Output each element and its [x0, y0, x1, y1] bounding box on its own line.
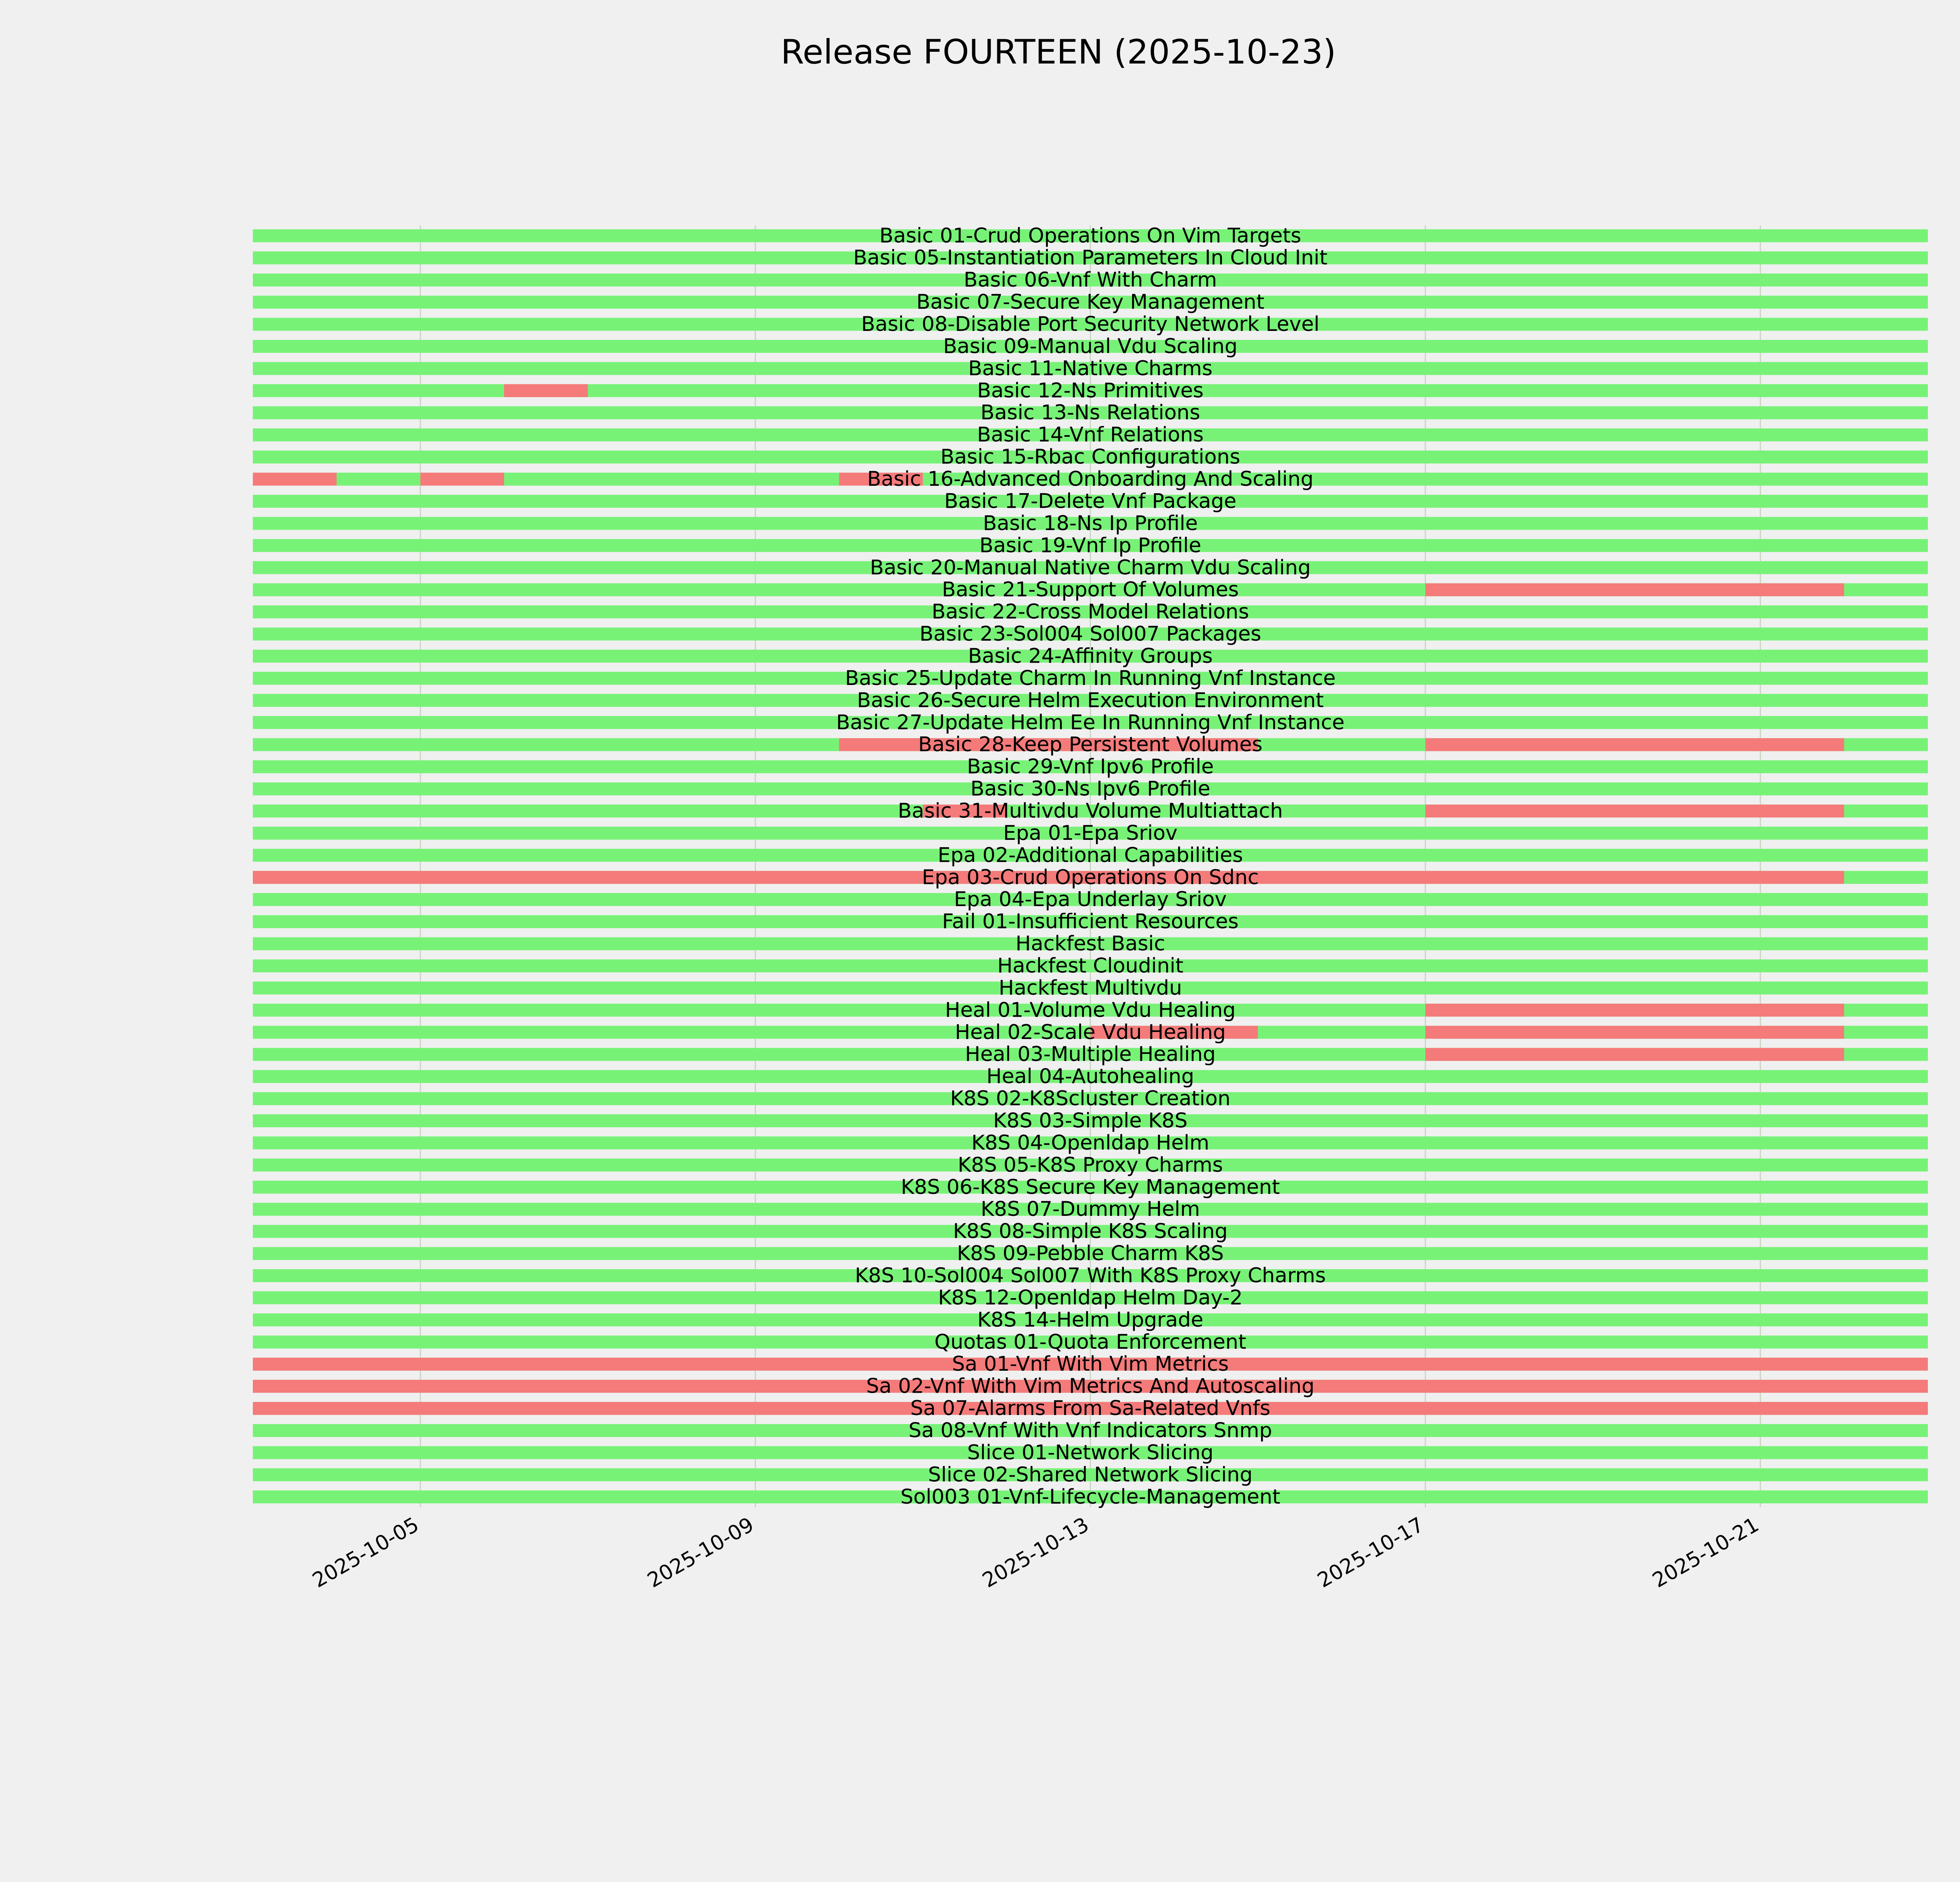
row-label: Basic 11-Native Charms	[968, 356, 1213, 380]
fail-bar	[1425, 1048, 1844, 1061]
row-label: Sa 02-Vnf With Vim Metrics And Autoscaling	[866, 1374, 1315, 1398]
row-label: Heal 02-Scale Vdu Healing	[955, 1020, 1226, 1044]
row-label: K8S 04-Openldap Helm	[971, 1131, 1210, 1155]
row-label: Basic 07-Secure Key Management	[916, 290, 1265, 314]
row-label: Basic 25-Update Charm In Running Vnf Instance	[845, 666, 1336, 690]
row-label: Basic 15-Rbac Configurations	[940, 445, 1240, 469]
row-label: Basic 29-Vnf Ipv6 Profile	[967, 755, 1214, 779]
row-label: K8S 02-K8Scluster Creation	[950, 1087, 1231, 1111]
row-label: Basic 14-Vnf Relations	[977, 423, 1204, 447]
row-label: Quotas 01-Quota Enforcement	[934, 1330, 1247, 1354]
row-label: Basic 31-Multivdu Volume Multiattach	[898, 799, 1283, 823]
row-label: Fail 01-Insufficient Resources	[942, 910, 1239, 934]
row-label: Basic 22-Cross Model Relations	[931, 600, 1249, 624]
row-label: Basic 12-Ns Primitives	[977, 379, 1204, 403]
row-label: K8S 03-Simple K8S	[993, 1109, 1188, 1133]
row-label: Basic 27-Update Helm Ee In Running Vnf Instance	[836, 710, 1345, 734]
row-label: K8S 07-Dummy Helm	[980, 1197, 1200, 1221]
row-label: Basic 23-Sol004 Sol007 Packages	[919, 622, 1261, 646]
row-label: Basic 13-Ns Relations	[980, 401, 1200, 425]
row-label: Basic 09-Manual Vdu Scaling	[943, 334, 1238, 358]
row-label: Basic 06-Vnf With Charm	[964, 268, 1217, 292]
row-label: Sa 08-Vnf With Vnf Indicators Snmp	[908, 1419, 1272, 1442]
fail-bar	[504, 384, 588, 397]
row-label: Epa 02-Additional Capabilities	[938, 843, 1243, 867]
fail-bar	[1425, 583, 1844, 596]
row-label: Hackfest Basic	[1015, 932, 1165, 956]
row-label: Basic 16-Advanced Onboarding And Scaling	[867, 467, 1314, 491]
fail-bar	[1425, 1026, 1844, 1039]
row-label: Hackfest Cloudinit	[997, 954, 1183, 978]
fail-bar	[1425, 805, 1844, 817]
row-label: Epa 03-Crud Operations On Sdnc	[922, 865, 1259, 889]
row-label: Basic 30-Ns Ipv6 Profile	[970, 777, 1210, 801]
x-tick-label: 2025-10-17	[1313, 1513, 1428, 1593]
row-label: Heal 04-Autohealing	[986, 1065, 1194, 1088]
row-label: K8S 14-Helm Upgrade	[977, 1308, 1203, 1332]
row-label: K8S 10-Sol004 Sol007 With K8S Proxy Charms	[855, 1264, 1326, 1288]
row-label: K8S 12-Openldap Helm Day-2	[938, 1286, 1243, 1310]
row-label: Heal 01-Volume Vdu Healing	[945, 998, 1236, 1022]
row-label: Slice 02-Shared Network Slicing	[928, 1463, 1253, 1487]
row-label: Hackfest Multivdu	[998, 976, 1182, 1000]
row-label: K8S 06-K8S Secure Key Management	[900, 1175, 1280, 1199]
row-label: Slice 01-Network Slicing	[967, 1441, 1214, 1464]
x-tick-label: 2025-10-21	[1648, 1513, 1763, 1593]
row-label: Basic 05-Instantiation Parameters In Cloud Init	[853, 246, 1328, 270]
row-label: Epa 01-Epa Sriov	[1003, 821, 1178, 845]
row-label: Basic 28-Keep Persistent Volumes	[918, 733, 1263, 757]
row-label: Basic 01-Crud Operations On Vim Targets	[879, 224, 1301, 248]
row-label: Basic 17-Delete Vnf Package	[944, 489, 1237, 513]
row-label: Basic 08-Disable Port Security Network Level	[861, 312, 1320, 336]
row-label: Basic 18-Ns Ip Profile	[983, 511, 1198, 535]
row-label: K8S 08-Simple K8S Scaling	[953, 1219, 1228, 1243]
row-label: Basic 21-Support Of Volumes	[942, 578, 1239, 602]
row-label: Basic 26-Secure Helm Execution Environment	[857, 688, 1324, 712]
x-tick-label: 2025-10-05	[309, 1513, 423, 1593]
x-tick-label: 2025-10-13	[978, 1513, 1093, 1593]
row-label: Sa 07-Alarms From Sa-Related Vnfs	[910, 1397, 1270, 1421]
row-label: Basic 19-Vnf Ip Profile	[979, 534, 1201, 558]
row-label: Heal 03-Multiple Healing	[965, 1043, 1216, 1066]
x-tick-label: 2025-10-09	[643, 1513, 758, 1593]
fail-bar	[1425, 1004, 1844, 1017]
fail-bar	[1425, 738, 1844, 751]
row-label: Epa 04-Epa Underlay Sriov	[954, 888, 1227, 912]
fail-bar	[253, 473, 337, 486]
row-label: Sol003 01-Vnf-Lifecycle-Management	[900, 1485, 1281, 1509]
row-label: Sa 01-Vnf With Vim Metrics	[952, 1352, 1229, 1376]
fail-bar	[420, 473, 504, 486]
row-label: K8S 09-Pebble Charm K8S	[956, 1242, 1224, 1266]
row-label: Basic 20-Manual Native Charm Vdu Scaling	[870, 556, 1311, 579]
row-label: Basic 24-Affinity Groups	[968, 644, 1213, 668]
chart-title: Release FOURTEEN (2025-10-23)	[780, 33, 1336, 72]
row-label: K8S 05-K8S Proxy Charms	[958, 1153, 1223, 1177]
